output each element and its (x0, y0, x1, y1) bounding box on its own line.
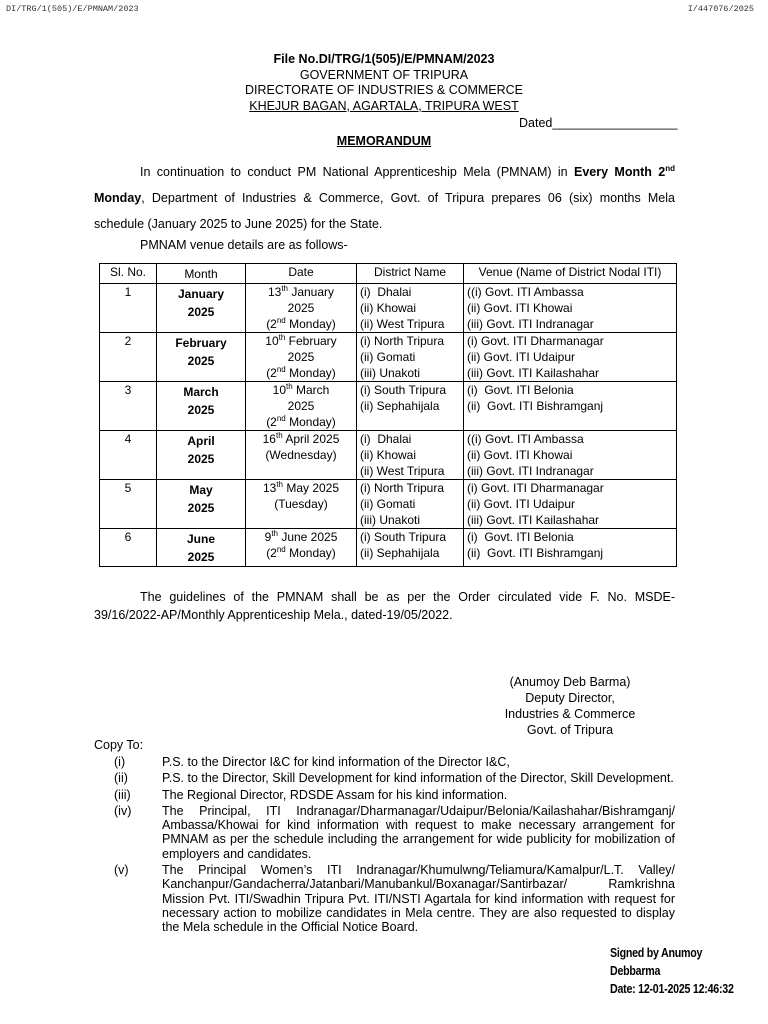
signature-signed-by: Signed by Anumoy Debbarma (610, 945, 703, 978)
column-header: Date (246, 264, 357, 284)
venue-name: (iii) Govt. ITI Kailashahar (467, 513, 600, 527)
month-name: January (177, 287, 225, 301)
copy-to-number: (v) (114, 863, 129, 878)
venue-name: (i) Govt. ITI Dharmanagar (467, 334, 604, 348)
district-name: (ii) Sephahijala (360, 546, 440, 560)
date-line: 10th February (265, 333, 337, 348)
date-cell (246, 480, 357, 529)
venue-cell (464, 382, 677, 431)
government-name: GOVERNMENT OF TRIPURA (299, 67, 469, 82)
date-cell (246, 333, 357, 382)
serial-number: 6 (100, 529, 157, 567)
copy-to-item (94, 788, 675, 802)
date-cell (246, 284, 357, 333)
date-line: (Wednesday) (265, 448, 337, 462)
file-number: File No.DI/TRG/1(505)/E/PMNAM/2023 (273, 52, 495, 66)
memo-title: MEMORANDUM (336, 134, 432, 148)
copy-to-number: (iii) (114, 787, 131, 802)
directorate-name: DIRECTORATE OF INDUSTRIES & COMMERCE (244, 83, 524, 97)
signatory-name: (Anumoy Deb Barma) (509, 675, 631, 689)
signatory-government: Govt. of Tripura (526, 723, 614, 737)
month-name: April (187, 434, 215, 448)
date-line: (2nd Monday) (266, 365, 336, 380)
district-name: (i) North Tripura (360, 481, 445, 495)
district-cell (357, 529, 464, 567)
date-line: (2nd Monday) (266, 545, 336, 560)
district-name: (i) Dhalai (360, 285, 412, 299)
district-name: (ii) Khowai (360, 301, 417, 315)
district-name: (ii) West Tripura (360, 317, 445, 331)
venue-name: (ii) Govt. ITI Bishramganj (467, 399, 604, 413)
month-cell (157, 529, 246, 567)
copy-to-item (94, 863, 675, 934)
date-line: (2nd Monday) (266, 316, 336, 331)
date-line: 13th January (267, 284, 335, 299)
district-cell (357, 431, 464, 480)
table-header-row (100, 264, 677, 284)
district-name: (ii) West Tripura (360, 464, 445, 478)
venue-name: (ii) Govt. ITI Khowai (467, 301, 573, 315)
venue-name: ((i) Govt. ITI Ambassa (467, 285, 584, 299)
date-line: (2nd Monday) (266, 414, 336, 429)
venue-name: (i) Govt. ITI Dharmanagar (467, 481, 604, 495)
venue-name: (ii) Govt. ITI Khowai (467, 448, 573, 462)
month-year: 2025 (187, 550, 215, 564)
table-row (100, 382, 677, 431)
date-cell (246, 529, 357, 567)
venue-cell (464, 333, 677, 382)
serial-number: 3 (100, 382, 157, 431)
date-cell (246, 431, 357, 480)
district-name: (iii) Unakoti (360, 513, 421, 527)
copy-to-title: Copy To: (94, 738, 144, 752)
copy-to-number: (iv) (114, 803, 132, 818)
month-year: 2025 (187, 452, 215, 466)
date-line: 9th June 2025 (264, 529, 338, 544)
month-year: 2025 (187, 403, 215, 417)
month-year: 2025 (187, 354, 215, 368)
district-cell (357, 382, 464, 431)
venue-cell (464, 431, 677, 480)
date-line: 2025 (287, 399, 315, 413)
month-cell (157, 284, 246, 333)
column-header: Month (157, 264, 246, 284)
date-cell (246, 382, 357, 431)
serial-number: 4 (100, 431, 157, 480)
copy-to-item (94, 771, 675, 785)
copy-to-number: (ii) (114, 771, 128, 786)
guidelines-paragraph: The guidelines of the PMNAM shall be as per the Order circulated vide F. No. MSDE-39/16/2022-AP/Monthly Apprenticeship Mela., dated-19/05/2022. (94, 590, 675, 622)
table-row (100, 333, 677, 382)
signatory-department: Industries & Commerce (504, 707, 636, 721)
intro-paragraph: In continuation to conduct PM National Apprenticeship Mela (PMNAM) in Every Month 2nd Monday, Department of Industries & Commerce, Govt. of Tripura prepares 06 (six) months Mela schedule (January 2025 to June 2025) for the State. (94, 163, 676, 231)
copy-to-text: The Principal, ITI Indranagar/Dharmanagar/Udaipur/Belonia/Kailashahar/Bishramganj/ Ambassa/Khowai for kind information with request to make necessary arrangement for PMNAM as per the schedule including the arrangement for wide publicity for mobilization of employers and candidates. (162, 803, 675, 861)
date-line: 2025 (287, 301, 315, 315)
serial-number: 1 (100, 284, 157, 333)
month-name: February (175, 336, 227, 350)
venue-cell (464, 480, 677, 529)
venue-name: (ii) Govt. ITI Udaipur (467, 497, 576, 511)
district-name: (ii) Sephahijala (360, 399, 440, 413)
month-cell (157, 382, 246, 431)
venue-name: (iii) Govt. ITI Indranagar (467, 317, 594, 331)
district-name: (i) South Tripura (360, 530, 447, 544)
venue-name: (ii) Govt. ITI Bishramganj (467, 546, 604, 560)
district-name: (ii) Gomati (360, 497, 416, 511)
copy-to-item (94, 804, 675, 861)
column-header: Venue (Name of District Nodal ITI) (464, 264, 677, 284)
month-name: May (189, 483, 213, 497)
district-cell (357, 333, 464, 382)
date-line: 10th March (272, 382, 330, 397)
district-name: (ii) Gomati (360, 350, 416, 364)
district-cell (357, 284, 464, 333)
serial-number: 2 (100, 333, 157, 382)
district-name: (i) Dhalai (360, 432, 412, 446)
signatory-designation: Deputy Director, (525, 691, 615, 705)
copy-to-text: P.S. to the Director I&C for kind information of the Director I&C, (162, 755, 510, 769)
venue-name: (iii) Govt. ITI Indranagar (467, 464, 594, 478)
month-cell (157, 480, 246, 529)
venue-cell (464, 284, 677, 333)
copy-to-text: P.S. to the Director, Skill Development for kind information of the Director, Skill Development. (162, 771, 674, 786)
table-row (100, 529, 677, 567)
schedule-table (99, 263, 677, 567)
table-row (100, 431, 677, 480)
table-row (100, 480, 677, 529)
signature-date: Date: 12-01-2025 12:46:32 (610, 981, 734, 996)
copy-to-list (94, 755, 675, 937)
date-line: (Tuesday) (274, 497, 328, 511)
district-name: (i) North Tripura (360, 334, 445, 348)
venue-name: ((i) Govt. ITI Ambassa (467, 432, 584, 446)
doc-id-header: I/447076/2025 (687, 4, 754, 14)
venue-name: (i) Govt. ITI Belonia (467, 530, 574, 544)
signatory-block (502, 674, 638, 738)
district-cell (357, 480, 464, 529)
date-line: 2025 (287, 350, 315, 364)
district-name: (iii) Unakoti (360, 366, 421, 380)
copy-to-text: The Principal Women’s ITI Indranagar/Khumulwng/Teliamura/Kamalpur/L.T. Valley/ Kanchanpur/Gandacherra/Jatanbari/Manubankul/Boxanagar/Santirbazar/ Ramkrishna Mission Pvt. ITI/Swadhin Tripura Pvt. ITI/NSTI Agartala for kind information with request for necessary action to mobilize candidates in Mela centre. They are also requested to display the Mela schedule in the Official Notice Board. (162, 863, 675, 935)
copy-to-text: The Regional Director, RDSDE Assam for his kind information. (162, 787, 508, 802)
date-line: 16th April 2025 (262, 431, 340, 446)
digital-signature-stamp (610, 944, 740, 998)
table-row (100, 284, 677, 333)
month-cell (157, 333, 246, 382)
column-header: Sl. No. (100, 264, 157, 284)
copy-to-item (94, 755, 675, 769)
venue-name: (iii) Govt. ITI Kailashahar (467, 366, 600, 380)
venue-name: (i) Govt. ITI Belonia (467, 383, 574, 397)
serial-number: 5 (100, 480, 157, 529)
file-ref-header: DI/TRG/1(505)/E/PMNAM/2023 (6, 4, 139, 14)
column-header: District Name (357, 264, 464, 284)
letterhead (0, 52, 768, 114)
date-line: 13th May 2025 (262, 480, 340, 495)
dated-field: Dated__________________ (519, 116, 678, 130)
venue-cell (464, 529, 677, 567)
district-name: (ii) Khowai (360, 448, 417, 462)
copy-to-number: (i) (114, 755, 126, 769)
office-address: KHEJUR BAGAN, AGARTALA, TRIPURA WEST (249, 98, 519, 113)
month-name: March (183, 385, 219, 399)
month-name: June (186, 532, 215, 546)
district-name: (i) South Tripura (360, 383, 447, 397)
month-year: 2025 (187, 501, 215, 515)
venue-name: (ii) Govt. ITI Udaipur (467, 350, 576, 364)
venue-intro: PMNAM venue details are as follows- (140, 238, 348, 252)
month-cell (157, 431, 246, 480)
month-year: 2025 (187, 305, 215, 319)
